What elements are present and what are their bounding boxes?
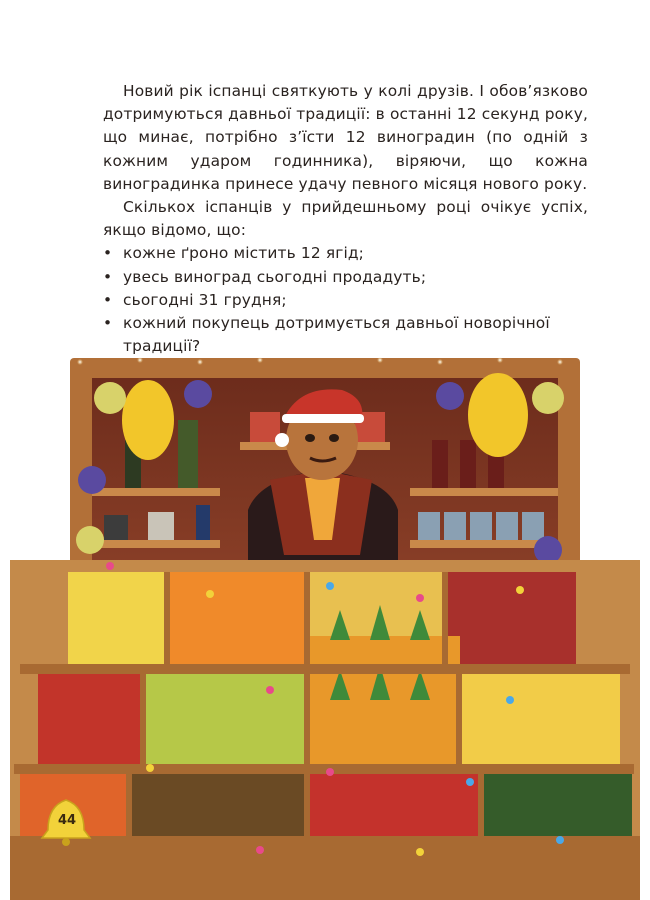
list-item-text: увесь виноград сьогодні продадуть; bbox=[123, 267, 427, 286]
question-paragraph: Скількох іспанців у прийдешньому році очікує успіх, якщо відомо, що: bbox=[103, 198, 588, 240]
bullet-icon: • bbox=[103, 290, 113, 309]
intro-paragraph: Новий рік іспанці святкують у колі друзів. І обов’язково дотримуються давньої традиції: в останні 12 секунд року, що минає, потрібно з’їсти 12 виноградин (по одній з кожним ударом годинника), віряючи, що кожна виноградинка принесе удачу певного місяця нового року. bbox=[103, 82, 588, 193]
conditions-list bbox=[103, 242, 588, 358]
list-item-text: сьогодні 31 грудня; bbox=[123, 290, 287, 309]
bullet-icon: • bbox=[103, 244, 113, 263]
list-item bbox=[103, 266, 588, 289]
list-item bbox=[103, 289, 588, 312]
list-item-text: кожний покупець дотримується давньої новорічної традиції? bbox=[123, 314, 550, 356]
bullet-icon: • bbox=[103, 267, 113, 286]
text-block bbox=[103, 80, 588, 358]
page-number: 44 bbox=[57, 812, 77, 828]
crates-row-3 bbox=[20, 774, 632, 836]
list-item-text: кожне ґроно містить 12 ягід; bbox=[123, 244, 365, 263]
fruit-stall-illustration bbox=[0, 350, 650, 900]
bullet-icon: • bbox=[103, 314, 113, 333]
list-item bbox=[103, 242, 588, 265]
